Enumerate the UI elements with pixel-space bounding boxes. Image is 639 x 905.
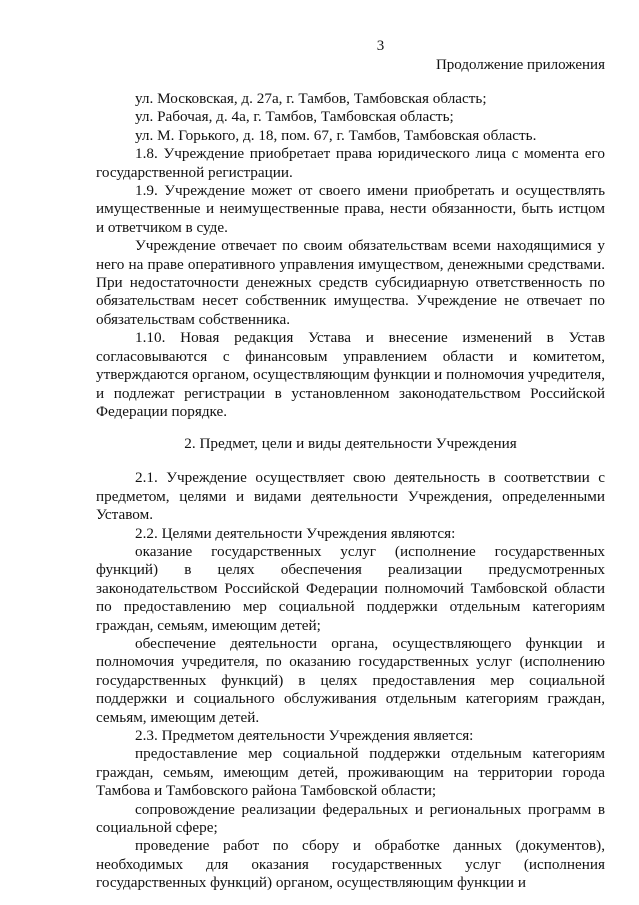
address-line: ул. Московская, д. 27а, г. Тамбов, Тамбовская область; <box>135 90 487 107</box>
subject-item: сопровождение реализации федеральных и региональных программ в социальной сфере; <box>96 800 605 837</box>
address-line: ул. Рабочая, д. 4а, г. Тамбов, Тамбовская область; <box>135 108 454 126</box>
paragraph-2-2: 2.2. Целями деятельности Учреждения являются: <box>135 524 456 542</box>
section-2-title: 2. Предмет, цели и виды деятельности Учреждения <box>184 435 517 453</box>
paragraph-1-8: 1.8. Учреждение приобретает права юридического лица с момента его государственной регистрации. <box>96 145 605 181</box>
paragraph-1-9: 1.9. Учреждение может от своего имени приобретать и осуществлять имущественные и неимущественные права, нести обязанности, быть истцом и ответчиком в суде. <box>96 182 605 236</box>
paragraph-2-3: 2.3. Предметом деятельности Учреждения является: <box>135 727 474 744</box>
subject-item: проведение работ по сбору и обработке данных (документов), необходимых для оказания государственных услуг (исполнения государственных функций) органом, осуществляющим функции и <box>96 837 605 892</box>
address-line: ул. М. Горького, д. 18, пом. 67, г. Тамбов, Тамбовская область. <box>135 126 537 144</box>
paragraph-liability: Учреждение отвечает по своим обязательствам всеми находящимися у него на праве оперативного управления имуществом, денежными средствами. При недостаточности денежных средств субсидиарную ответственность по обязательствам несет собственник имущества. Учреждение не отвечает по обязательствам собственника. <box>96 237 605 328</box>
paragraph-1-10: 1.10. Новая редакция Устава и внесение изменений в Устав согласовываются с финансовым управлением области и комитетом, утверждаются органом, осуществляющим функции и полномочия учредителя, и подлежат регистрации в установленном законодательством Российской Федерации порядке. <box>96 329 605 420</box>
goal-item: обеспечение деятельности органа, осуществляющего функции и полномочия учредителя, по оказанию государственных услуг (исполнению государственных функций) в целях предоставления мер социальной поддержки и социального обслуживания отдельным категориям граждан, семьям, имеющим детей. <box>96 634 605 726</box>
goal-item: оказание государственных услуг (исполнение государственных функций) в целях обеспечения реализации предусмотренных законодательством Российской Федерации полномочий Тамбовской области по предоставлению мер социальной поддержки отдельным категориям граждан, семьям, имеющим детей; <box>96 542 605 634</box>
paragraph-2-1: 2.1. Учреждение осуществляет свою деятельность в соответствии с предметом, целями и видами деятельности Учреждения, определенными Уставом. <box>96 469 605 524</box>
subject-item: предоставление мер социальной поддержки отдельным категориям граждан, семьям, имеющим детей, проживающим на территории города Тамбова и Тамбовского района Тамбовской области; <box>96 745 605 800</box>
page-number: 3 <box>376 38 385 54</box>
document-body <box>96 90 605 893</box>
continuation-note: Продолжение приложения <box>435 57 605 73</box>
